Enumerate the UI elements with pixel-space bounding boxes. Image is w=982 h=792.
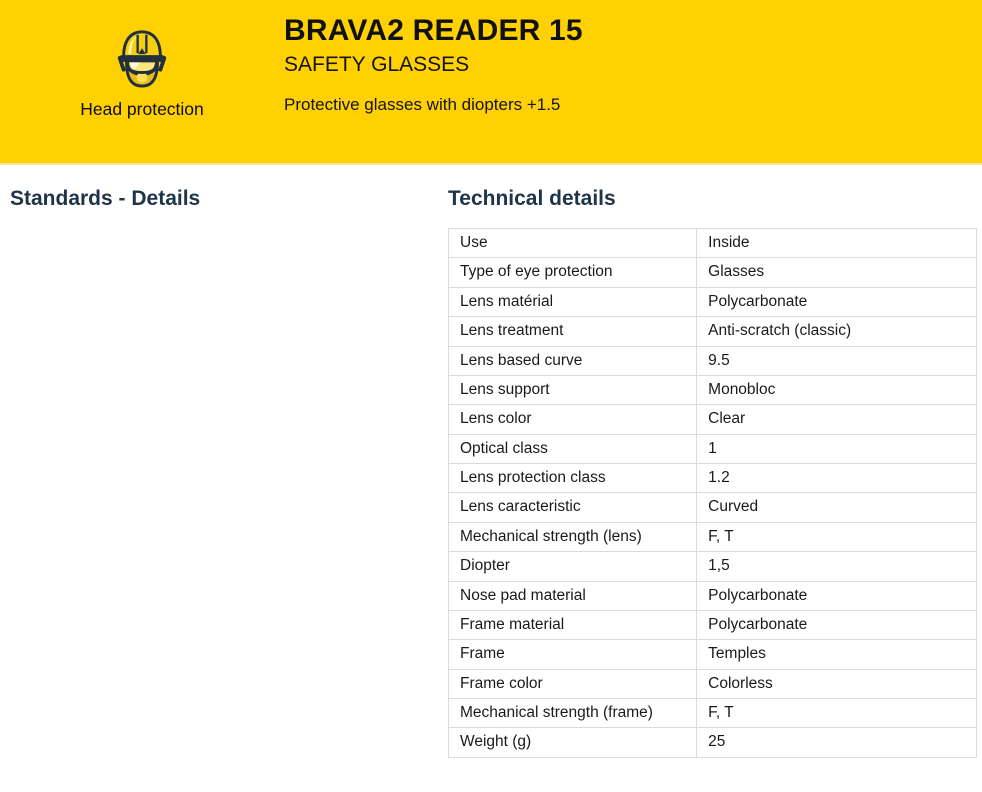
spec-label-cell: Diopter <box>449 552 697 581</box>
table-row <box>449 405 977 434</box>
table-row <box>449 229 977 258</box>
spec-label-cell: Frame color <box>449 669 697 698</box>
table-row <box>449 375 977 404</box>
table-row <box>449 610 977 639</box>
spec-label-cell: Nose pad material <box>449 581 697 610</box>
spec-value-cell: Anti-scratch (classic) <box>697 317 977 346</box>
spec-value-cell: 1 <box>697 434 977 463</box>
page-content <box>0 165 982 758</box>
spec-value-cell: 9.5 <box>697 346 977 375</box>
product-header <box>0 0 982 165</box>
spec-label-cell: Lens based curve <box>449 346 697 375</box>
spec-value-cell: Glasses <box>697 258 977 287</box>
standards-heading: Standards - Details <box>10 187 201 210</box>
spec-label-cell: Mechanical strength (lens) <box>449 522 697 551</box>
table-row <box>449 552 977 581</box>
spec-value-cell: Polycarbonate <box>697 581 977 610</box>
spec-label-cell: Weight (g) <box>449 728 697 757</box>
spec-value-cell: Temples <box>697 640 977 669</box>
product-info <box>284 0 583 115</box>
table-row <box>449 434 977 463</box>
table-row <box>449 287 977 316</box>
spec-value-cell: Monobloc <box>697 375 977 404</box>
spec-value-cell: 1,5 <box>697 552 977 581</box>
spec-label-cell: Mechanical strength (frame) <box>449 699 697 728</box>
spec-label-cell: Frame <box>449 640 697 669</box>
spec-value-cell: F, T <box>697 699 977 728</box>
standards-section <box>10 165 448 758</box>
technical-section <box>448 165 977 758</box>
spec-label-cell: Lens treatment <box>449 317 697 346</box>
technical-details-table <box>448 228 977 758</box>
spec-value-cell: 1.2 <box>697 464 977 493</box>
product-subtitle: SAFETY GLASSES <box>284 53 470 76</box>
technical-details-body <box>449 229 977 758</box>
table-row <box>449 728 977 757</box>
product-description: Protective glasses with diopters +1.5 <box>284 95 561 115</box>
spec-label-cell: Use <box>449 229 697 258</box>
head-protection-icon <box>111 24 173 90</box>
spec-value-cell: Colorless <box>697 669 977 698</box>
category-block <box>0 0 284 120</box>
table-row <box>449 493 977 522</box>
category-label: Head protection <box>80 99 204 119</box>
table-row <box>449 317 977 346</box>
product-title: BRAVA2 READER 15 <box>284 14 583 47</box>
technical-heading: Technical details <box>448 187 616 210</box>
spec-label-cell: Optical class <box>449 434 697 463</box>
spec-value-cell: Polycarbonate <box>697 287 977 316</box>
table-row <box>449 258 977 287</box>
spec-value-cell: Clear <box>697 405 977 434</box>
spec-value-cell: 25 <box>697 728 977 757</box>
spec-label-cell: Frame material <box>449 610 697 639</box>
table-row <box>449 346 977 375</box>
table-row <box>449 464 977 493</box>
spec-label-cell: Lens protection class <box>449 464 697 493</box>
spec-label-cell: Lens caracteristic <box>449 493 697 522</box>
spec-label-cell: Type of eye protection <box>449 258 697 287</box>
table-row <box>449 581 977 610</box>
table-row <box>449 669 977 698</box>
spec-value-cell: F, T <box>697 522 977 551</box>
spec-value-cell: Polycarbonate <box>697 610 977 639</box>
table-row <box>449 699 977 728</box>
spec-value-cell: Inside <box>697 229 977 258</box>
spec-label-cell: Lens support <box>449 375 697 404</box>
spec-label-cell: Lens color <box>449 405 697 434</box>
spec-label-cell: Lens matérial <box>449 287 697 316</box>
spec-value-cell: Curved <box>697 493 977 522</box>
table-row <box>449 640 977 669</box>
table-row <box>449 522 977 551</box>
